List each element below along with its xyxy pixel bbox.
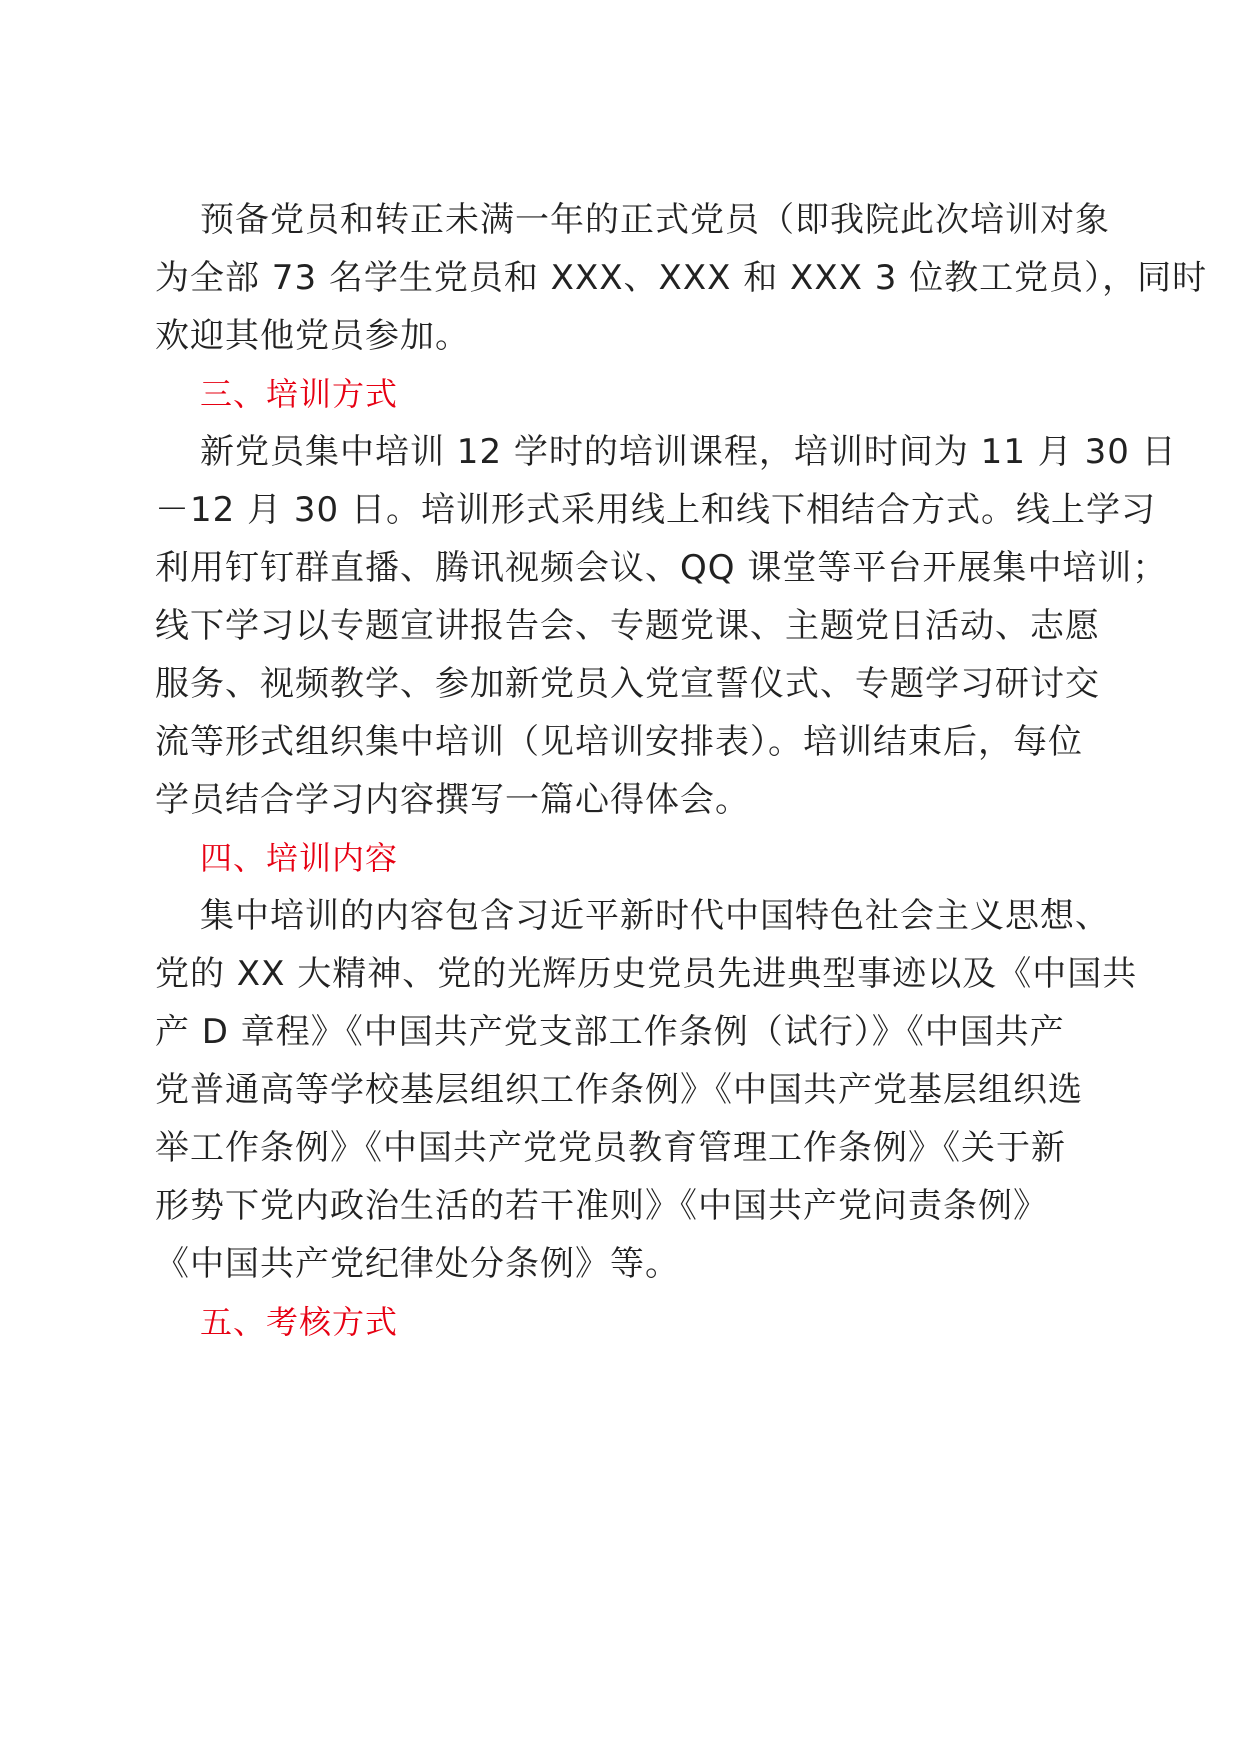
paragraph-line: 为全部 73 名学生党员和 XXX、XXX 和 XXX 3 位教工党员），同时 <box>155 258 1208 298</box>
paragraph-line: 服务、视频教学、参加新党员入党宣誓仪式、专题学习研讨交 <box>155 664 1100 704</box>
section-heading-4: 四、培训内容 <box>200 839 399 877</box>
paragraph-line: －12 月 30 日。培训形式采用线上和线下相结合方式。线上学习 <box>155 490 1156 530</box>
paragraph-line: 预备党员和转正未满一年的正式党员（即我院此次培训对象 <box>200 200 1110 240</box>
paragraph-line: 集中培训的内容包含习近平新时代中国特色社会主义思想、 <box>200 896 1110 936</box>
paragraph-line: 形势下党内政治生活的若干准则》《中国共产党问责条例》 <box>155 1186 1048 1226</box>
paragraph-line: 举工作条例》《中国共产党党员教育管理工作条例》《关于新 <box>155 1128 1066 1168</box>
paragraph-line: 《中国共产党纪律处分条例》等。 <box>155 1244 680 1284</box>
paragraph-line: 学员结合学习内容撰写一篇心得体会。 <box>155 780 750 820</box>
paragraph-line: 新党员集中培训 12 学时的培训课程，培训时间为 11 月 30 日 <box>200 432 1177 472</box>
paragraph-line: 欢迎其他党员参加。 <box>155 316 470 356</box>
paragraph-line: 线下学习以专题宣讲报告会、专题党课、主题党日活动、志愿 <box>155 606 1100 646</box>
paragraph-line: 利用钉钉群直播、腾讯视频会议、QQ 课堂等平台开展集中培训； <box>155 548 1168 588</box>
paragraph-line: 流等形式组织集中培训（见培训安排表）。培训结束后，每位 <box>155 722 1083 762</box>
section-heading-3: 三、培训方式 <box>200 375 399 413</box>
paragraph-line: 党普通高等学校基层组织工作条例》《中国共产党基层组织选 <box>155 1070 1083 1110</box>
section-heading-5: 五、考核方式 <box>200 1303 399 1341</box>
paragraph-line: 党的 XX 大精神、党的光辉历史党员先进典型事迹以及《中国共 <box>155 954 1138 994</box>
paragraph-line: 产 D 章程》《中国共产党支部工作条例（试行）》《中国共产 <box>155 1012 1065 1052</box>
